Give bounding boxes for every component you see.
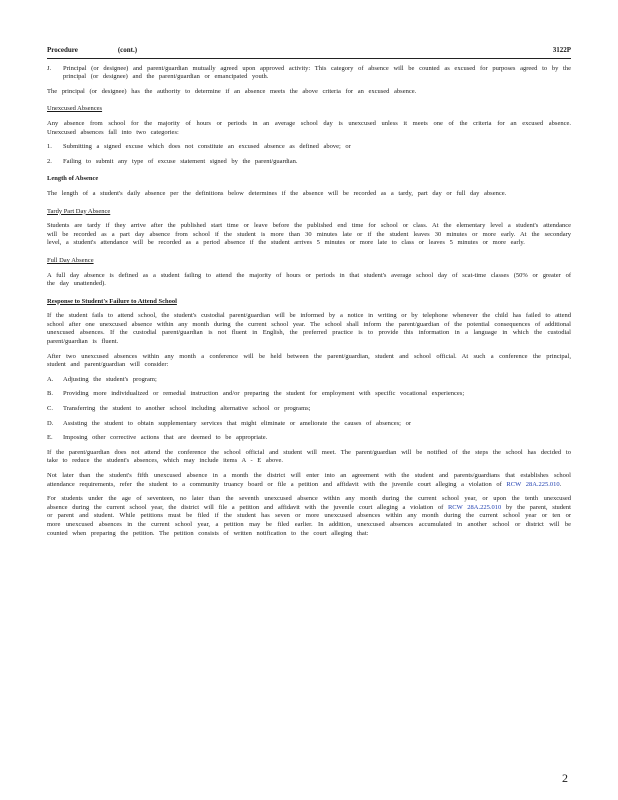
item-mark: D. [47, 419, 54, 427]
authority-paragraph: The principal (or designee) has the authority to determine if an absence meets the above criteria for an excused absence. [47, 87, 417, 95]
list-item [47, 434, 571, 443]
list-item [47, 390, 571, 399]
document-page [47, 46, 571, 538]
item-mark: E. [47, 434, 53, 442]
item-mark: 2. [47, 157, 52, 165]
list-item [47, 420, 571, 429]
item-text: Providing more individualized or remedial instruction and/or preparing the student for employment with specific vocational experiences; [63, 390, 465, 398]
fullday-heading: Full Day Absence [47, 256, 94, 264]
unexcused-intro: Any absence from school for the majority of hours or periods in an average school day is unexcused unless it meets one of the criteria for an excused absence. Unexcused absences fall into two categories: [47, 119, 571, 136]
response-heading: Response to Student's Failure to Attend School [47, 297, 177, 305]
item-text: Submitting a signed excuse which does not constitute an excused absence as defined above; or [63, 143, 351, 151]
page-header [47, 46, 571, 59]
unexcused-heading: Unexcused Absences [47, 105, 103, 113]
fullday-paragraph: A full day absence is defined as a student failing to attend the majority of hours or periods in that student's average school day of scat-time classes (50% or greater of the day unattended). [47, 271, 571, 288]
paragraph-text: . [559, 480, 562, 488]
item-text: Imposing other corrective actions that are deemed to be appropriate. [63, 434, 268, 442]
rcw-link[interactable]: RCW 28A.225.010 [447, 503, 502, 511]
paragraph-text: For students under the age of seventeen, no later than the seventh unexcused absence within any month during the current school year, or upon the tenth unexcused absence during the current school year, the district will file a petition and affidavit with the juvenile court alleging a violation of [47, 495, 571, 511]
header-code: 3122P [552, 46, 571, 54]
item-mark: 1. [47, 143, 52, 151]
list-item [47, 143, 571, 152]
item-text: Failing to submit any type of excuse statement signed by the parent/guardian. [63, 157, 298, 165]
paragraph-text: Not later than the student's fifth unexcused absence in a month the district will enter into an agreement with the student and parents/guardians that establishes school attendance requirements, refer the student to a community truancy board or file a petition and affidavit with the juvenile court alleging a violation of [47, 472, 571, 488]
list-item [47, 376, 571, 385]
list-item [47, 158, 571, 167]
item-mark: A. [47, 375, 54, 383]
length-heading: Length of Absence [47, 175, 99, 183]
item-mark: B. [47, 390, 53, 398]
item-text: Transferring the student to another school including alternative school or programs; [63, 405, 311, 413]
item-mark: C. [47, 405, 53, 413]
length-paragraph: The length of a student's daily absence per the definitions below determines if the absence will be recorded as a tardy, part day or full day absence. [47, 189, 507, 197]
rcw-link[interactable]: RCW 28A.225.010 [506, 480, 560, 488]
paragraph-text: by the parent, student or parent and student. While petitions must be filed if the student has seven or more unexcused absences within any month during the current school year or ten or more unexcused absences in the current school year, a petition may be filed earlier. In addition, unexcused absences accumulated in another school or district will be counted when preparing the petition. The petition consists of written notification to the court alleging that: [47, 503, 571, 537]
tardy-paragraph: Students are tardy if they arrive after the published start time or leave before the published end time for school or class. At the elementary level a student's attendance will be recorded as a part day absence from school if the student is more than 30 minutes late or if the student leaves 30 minutes or more early. At the secondary level, a student's attendance will be recorded as a period absence if the student arrives 5 minutes or more late to class or leaves 5 minutes or more early. [47, 222, 571, 247]
response-paragraph-1: If the student fails to attend school, the student's custodial parent/guardian will be informed by a notice in writing or by telephone whenever the child has failed to attend school after one unexcused absence within any month during the current school year. The school shall inform the parent/guardian of the potential consequences of additional unexcused absences. If the custodial parent/guardian is not fluent in English, the preferred practice is to provide this information in a language in which the custodial parent/guardian is fluent. [47, 312, 571, 346]
item-mark: J. [47, 64, 52, 72]
item-j [47, 65, 571, 82]
response-paragraph-3: If the parent/guardian does not attend the conference the school official and student will meet. The parent/guardian will be notified of the steps the school has decided to take to reduce the student's absences, which may include items A - E above. [47, 448, 571, 465]
item-text: Principal (or designee) and parent/guardian mutually agreed upon approved activity: This category of absence will be counted as excused for purposes agreed to by the principal (or designee) and the parent/guardian or emancipated youth. [63, 64, 571, 81]
response-paragraph-5 [47, 495, 571, 538]
response-paragraph-2: After two unexcused absences within any month a conference will be held between the parent/guardian, student and school official. At such a conference the principal, student and parent/guardian will consider: [47, 352, 571, 369]
response-paragraph-4 [47, 472, 571, 489]
header-procedure: Procedure [47, 46, 78, 54]
page-number: 2 [562, 771, 568, 786]
item-text: Adjusting the student's program; [63, 375, 157, 383]
list-item [47, 405, 571, 414]
header-cont: (cont.) [117, 46, 138, 54]
tardy-heading: Tardy Part Day Absence [47, 207, 111, 215]
item-text: Assisting the student to obtain supplementary services that might eliminate or ameliorate the causes of absences; or [63, 419, 412, 427]
